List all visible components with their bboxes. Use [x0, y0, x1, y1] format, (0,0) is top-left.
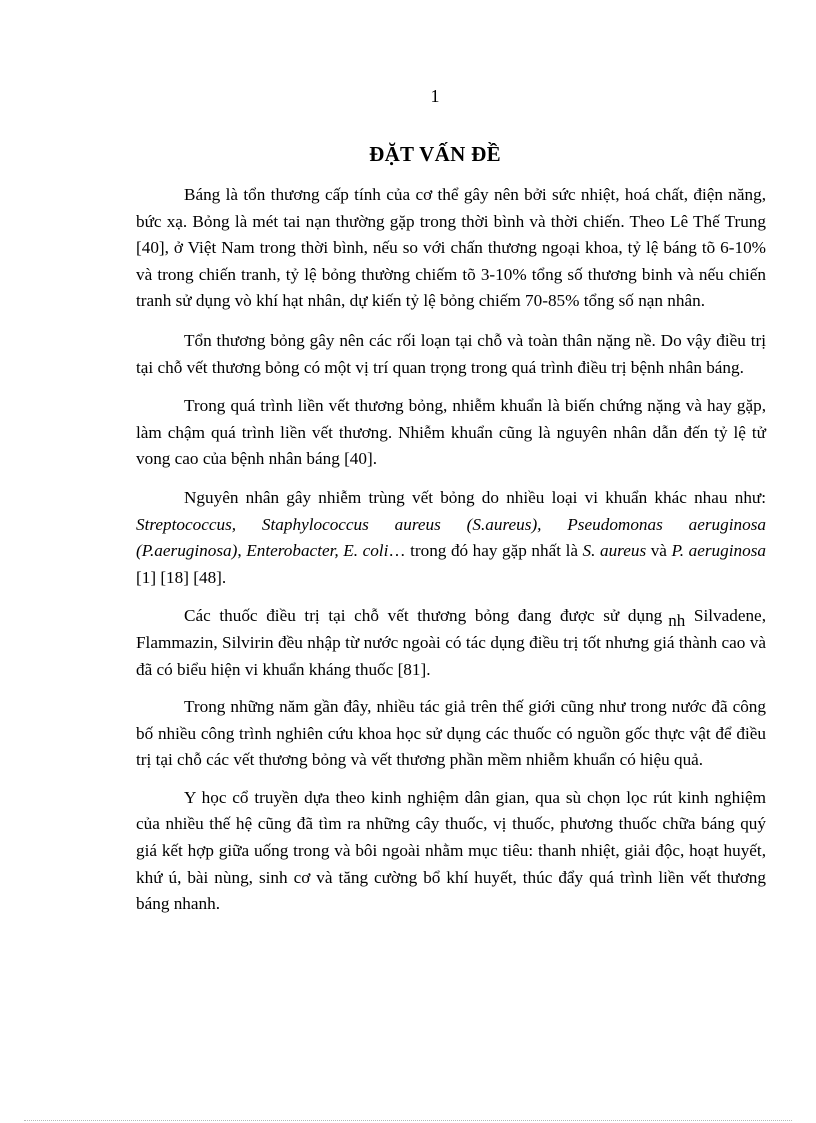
paragraph-burn-definition: Báng là tổn thương cấp tính của cơ thể gây nên bởi sức nhiệt, hoá chất, điện năng, bức xạ. Bỏng là mét tai nạn thường gặp trong thời bình và thời chiến. Theo Lê Thế Trung [40], ở Việt Nam trong thời bình, nếu so với chấn thương ngoại khoa, tỷ lệ báng tõ 6-10% và trong chiến tranh, tỷ lệ bỏng thường chiếm tõ 3-10% tổng số thương binh và nếu chiến tranh sử dụng vò khí hạt nhân, dự kiến tỷ lệ bỏng chiếm 70-85% tổng số nạn nhân.: [136, 185, 766, 311]
text-run: và: [646, 541, 672, 561]
page-number: 1: [430, 86, 440, 106]
document-body: [136, 182, 766, 931]
text-run: … trong đó hay gặp nhất là: [388, 541, 583, 561]
species-list: Streptococcus, Staphylococcus aureus (S.aureus), Pseudomonas aeruginosa (P.aeruginosa): [136, 514, 766, 561]
paragraph-recent-research: Trong những năm gần đây, nhiều tác giả trên thế giới cũng như trong nước đã công bố nhiều công trình nghiên cứu khoa học sử dụng các thuốc có nguồn gốc thực vật để điều trị tại chỗ các vết thương bỏng và vết thương phần mềm nhiễm khuẩn có hiệu quả.: [136, 697, 766, 770]
paragraph-local-treatment: Tổn thương bỏng gây nên các rối loạn tại chỗ và toàn thân nặng nề. Do vậy điều trị tại chỗ vết thương bỏng có một vị trí quan trọng trong quá trình điều trị bệnh nhân báng.: [136, 330, 766, 377]
paragraph-current-drugs: [136, 603, 766, 683]
paragraph-infection-complication: Trong quá trình liền vết thương bỏng, nhiễm khuẩn là biến chứng nặng và hay gặp, làm chậm quá trình liền vết thương. Nhiễm khuẩn cũng là nguyên nhân dẫn đến tỷ lệ tử vong cao của bệnh nhân báng [40].: [136, 396, 766, 469]
species-name: P. aeruginosa: [671, 541, 766, 561]
page-bottom-divider: [24, 1120, 792, 1121]
species-list: Enterobacter, E. coli: [246, 541, 389, 561]
paragraph-bacteria: [136, 485, 766, 591]
text-run: Silvadene, Flammazin, Silvirin đều nhập từ nước ngoài có tác dụng điều trị tốt nhưng giá thành cao và đã có biểu hiện vi khuẩn kháng thuốc [81].: [136, 606, 766, 679]
species-name: S. aureus: [582, 541, 647, 561]
paragraph-traditional-medicine: Y học cổ truyền dựa theo kinh nghiệm dân gian, qua sù chọn lọc rút kinh nghiệm của nhiều thế hệ cũng đã tìm ra những cây thuốc, vị thuốc, phương thuốc chữa báng quý giá kết hợp giữa uống trong và bôi ngoài nhằm mục tiêu: thanh nhiệt, giải độc, hoạt huyết, khứ ú, bài nùng, sinh cơ và tăng cường bổ khí huyết, thúc đẩy quá trình liền vết thương báng nhanh.: [136, 787, 766, 914]
text-fragment: nh: [668, 611, 686, 631]
text-run: Nguyên nhân gây nhiễm trùng vết bỏng do nhiều loại vi khuẩn khác nhau như:: [184, 487, 766, 507]
page-title: ĐẶT VẤN ĐỀ: [369, 142, 501, 166]
citation-run: [1] [18] [48].: [136, 567, 227, 587]
text-run: ,: [237, 541, 247, 561]
text-run: Các thuốc điều trị tại chỗ vết thương bỏng đang được sử dụng: [184, 606, 663, 626]
